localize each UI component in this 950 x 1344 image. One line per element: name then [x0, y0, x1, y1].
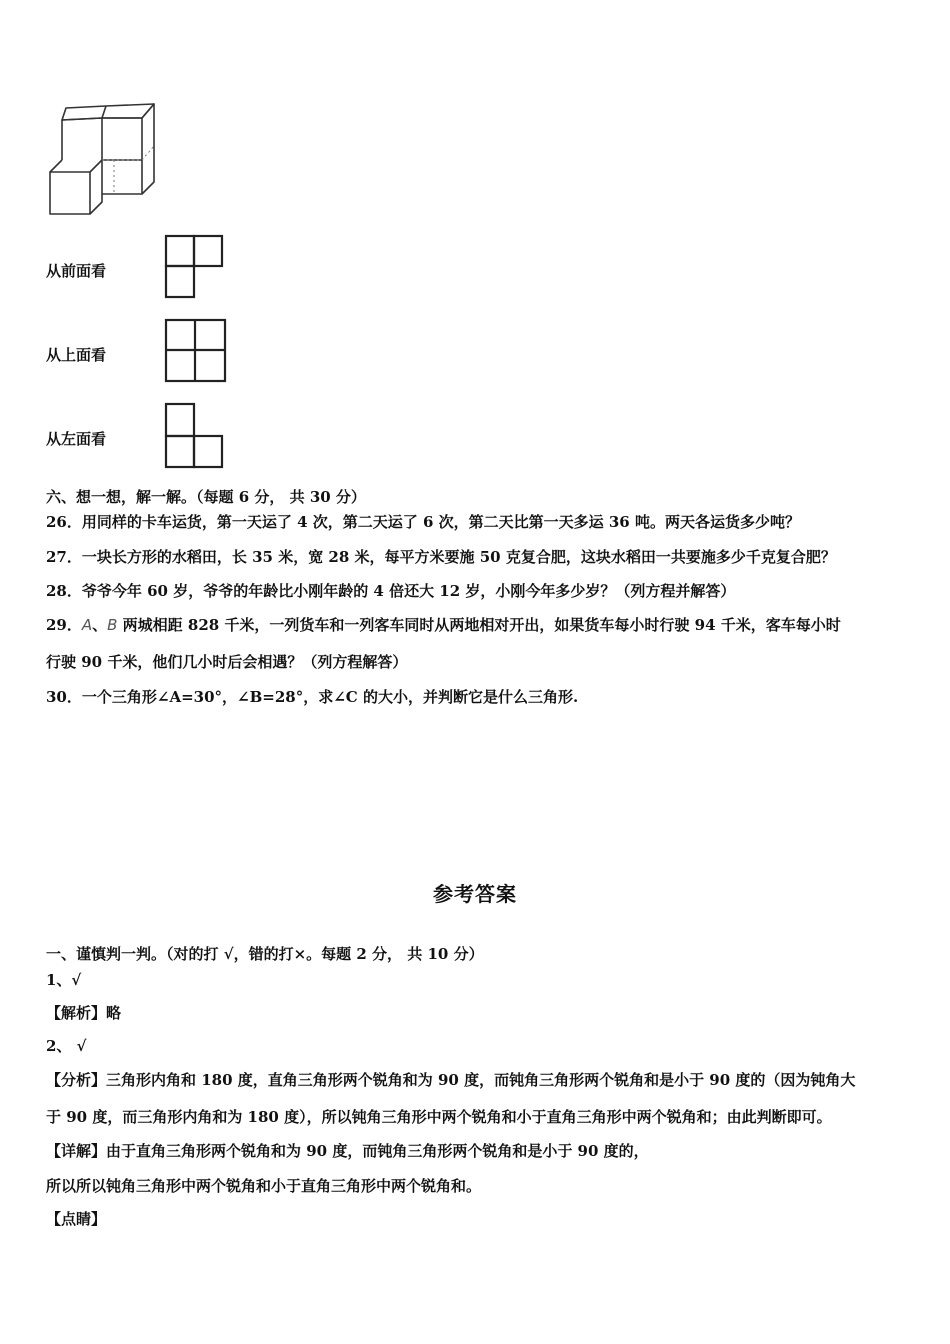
answers-title: 参考答案: [433, 882, 517, 906]
answer-2-detail-line2: 所以所以钝角三角形中两个锐角和小于直角三角形中两个锐角和。: [46, 1177, 482, 1195]
q29-sep: 、: [92, 616, 108, 634]
point-b: B: [107, 616, 118, 634]
answer-2-detail-line1: 【详解】由于直角三角形两个锐角和为 90 度，而钝角三角形两个锐角和是小于 90 度的，: [46, 1142, 649, 1160]
question-30: 30．一个三角形∠A=30°，∠B=28°，求∠C 的大小，并判断它是什么三角形.: [46, 688, 579, 706]
cube-figure: [44, 98, 160, 220]
question-29-line1: [46, 615, 841, 635]
answer-2-analysis-line1: 【分析】三角形内角和 180 度，直角三角形两个锐角和为 90 度，而钝角三角形两个锐角和是小于 90 度的（因为钝角大: [46, 1071, 856, 1089]
answers-section1-heading: 一、谨慎判一判。（对的打 √，错的打×。每题 2 分， 共 10 分）: [46, 945, 484, 963]
front-view-figure: [164, 234, 226, 300]
question-29-line2: 行驶 90 千米，他们几小时后会相遇？（列方程解答）: [46, 653, 408, 671]
left-view-figure: [164, 402, 226, 470]
answer-2-analysis-line2: 于 90 度，而三角形内角和为 180 度），所以钝角三角形中两个锐角和小于直角三角形中两个锐角和；由此判断即可。: [46, 1108, 832, 1126]
answer-2: 2、 √: [46, 1037, 87, 1055]
top-view-figure: [164, 318, 228, 384]
left-view-label: 从左面看: [46, 430, 107, 448]
point-a: A: [81, 616, 93, 634]
answer-2-note: 【点睛】: [46, 1210, 107, 1228]
section6-heading: 六、想一想，解一解。（每题 6 分， 共 30 分）: [46, 488, 366, 506]
question-27: 27．一块长方形的水稻田，长 35 米，宽 28 米，每平方米要施 50 克复合肥，这块水稻田一共要施多少千克复合肥？: [46, 548, 836, 566]
question-26: 26．用同样的卡车运货，第一天运了 4 次，第二天运了 6 次，第二天比第一天多运 36 吨。两天各运货多少吨？: [46, 513, 800, 531]
answer-1-analysis: 【解析】略: [46, 1004, 122, 1022]
q29-number: 29．: [46, 616, 82, 634]
q29-text: 两城相距 828 千米，一列货车和一列客车同时从两地相对开出，如果货车每小时行驶 94 千米，客车每小时: [117, 616, 841, 634]
top-view-label: 从上面看: [46, 346, 107, 364]
front-view-label: 从前面看: [46, 262, 107, 280]
question-28: 28．爷爷今年 60 岁，爷爷的年龄比小刚年龄的 4 倍还大 12 岁，小刚今年多少岁？（列方程并解答）: [46, 582, 736, 600]
answer-1: 1、√: [46, 971, 82, 989]
